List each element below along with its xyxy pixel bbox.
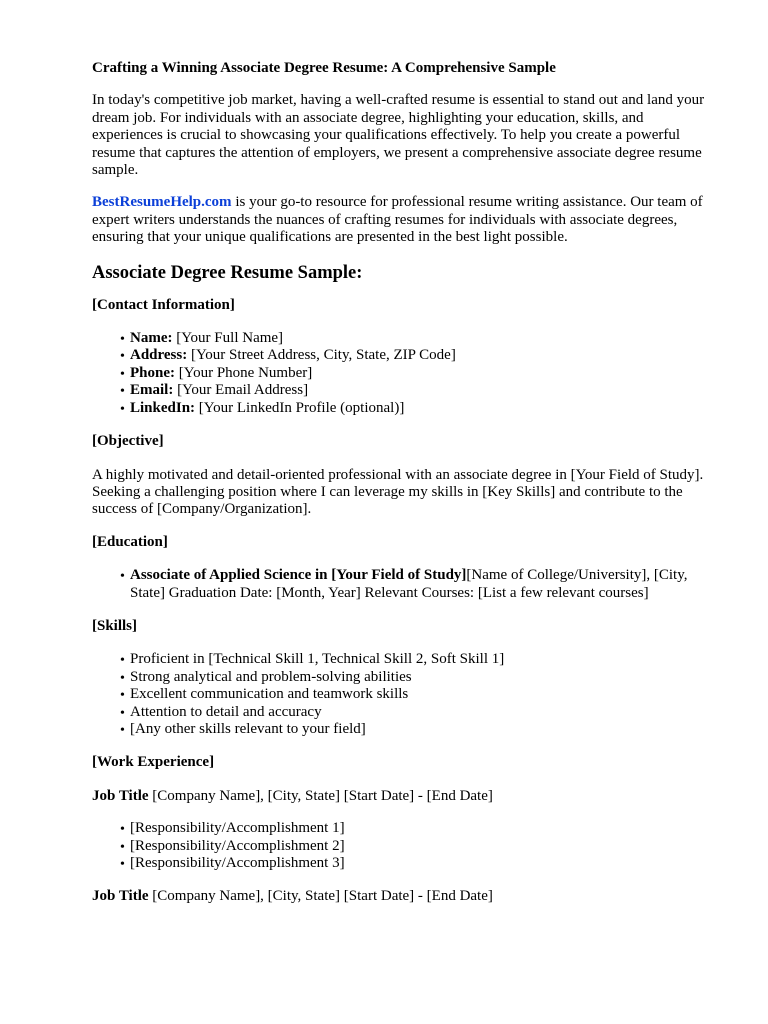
contact-label: Phone: [130, 364, 175, 381]
job-title: Job Title [92, 888, 149, 905]
skill-item: • Proficient in [Technical Skill 1, Technical Skill 2, Soft Skill 1] [130, 651, 716, 668]
intro-paragraph: In today's competitive job market, having a well-crafted resume is essential to stand out and land your dream job. For individuals with an associate degree, highlighting your education, skills, and experiences is crucial to showcasing your qualifications effectively. To help you create a powerful resume that captures the attention of employers, we present a comprehensive associate degree resume sample. [92, 92, 705, 179]
skills-list [92, 651, 716, 738]
job-meta: [Company Name], [City, State] [Start Date] - [End Date] [148, 787, 493, 804]
contact-item-email [130, 382, 716, 399]
responsibility-item: • [Responsibility/Accomplishment 3] [130, 855, 716, 872]
job-title: Job Title [92, 787, 149, 804]
responsibility-item: • [Responsibility/Accomplishment 1] [130, 820, 716, 837]
contact-label: Email: [130, 382, 174, 399]
contact-value: [Your Full Name] [172, 330, 284, 347]
contact-list [92, 330, 716, 417]
contact-value: [Your LinkedIn Profile (optional)] [195, 399, 405, 416]
best-resume-help-link[interactable]: BestResumeHelp.com [92, 194, 232, 211]
job-meta: [Company Name], [City, State] [Start Date] - [End Date] [148, 888, 493, 905]
contact-label: Address: [130, 347, 188, 364]
contact-item-address [130, 347, 716, 364]
education-heading: [Education] [92, 533, 168, 550]
skill-item: • Attention to detail and accuracy [130, 704, 716, 721]
contact-label: Name: [130, 330, 173, 347]
contact-value: [Your Email Address] [173, 382, 309, 399]
contact-heading: [Contact Information] [92, 296, 235, 313]
job-entry [92, 888, 716, 905]
objective-text: A highly motivated and detail-oriented professional with an associate degree in [Your Field of Study]. Seeking a challenging position where I can leverage my skills in [Key Skills] and contribute to the success of [Company/Organization]. [92, 466, 704, 518]
contact-value: [Your Street Address, City, State, ZIP Code] [187, 347, 456, 364]
promo-text: is your go-to resource for professional resume writing assistance. Our team of expert writers understands the nuances of crafting resumes for individuals with associate degrees, ensuring that your unique qualifications are presented in the best light possible. [92, 194, 703, 246]
skills-heading: [Skills] [92, 617, 138, 634]
education-item [130, 567, 716, 602]
contact-item-linkedin [130, 400, 716, 417]
skill-item: • Strong analytical and problem-solving abilities [130, 669, 716, 686]
contact-value: [Your Phone Number] [175, 364, 313, 381]
sample-heading: Associate Degree Resume Sample: [92, 262, 363, 283]
promo-paragraph [92, 194, 716, 246]
objective-heading: [Objective] [92, 433, 164, 450]
contact-label: LinkedIn: [130, 399, 196, 416]
degree-name: Associate of Applied Science in [Your Field of Study] [130, 567, 467, 584]
contact-item-phone [130, 365, 716, 382]
document-title: Crafting a Winning Associate Degree Resume: A Comprehensive Sample [92, 60, 556, 76]
skill-item: • [Any other skills relevant to your field] [130, 721, 716, 738]
work-heading: [Work Experience] [92, 754, 215, 771]
contact-item-name [130, 330, 716, 347]
job-entry [92, 788, 716, 805]
job-responsibilities-list [92, 820, 716, 872]
education-details: [Name of College/University], [City, State] Graduation Date: [Month, Year] Relevant Courses: [List a few relevant courses] [130, 567, 688, 601]
education-list [92, 567, 716, 602]
responsibility-item: • [Responsibility/Accomplishment 2] [130, 838, 716, 855]
skill-item: • Excellent communication and teamwork skills [130, 686, 716, 703]
